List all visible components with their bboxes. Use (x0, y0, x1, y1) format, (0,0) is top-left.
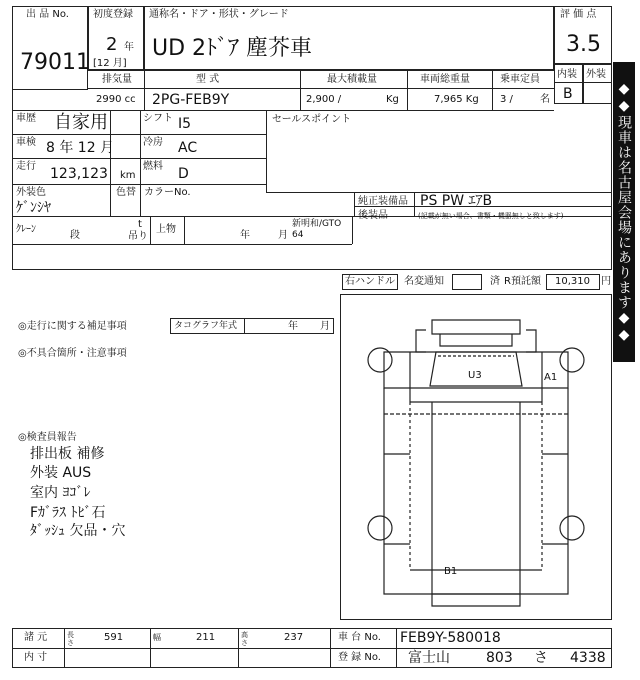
length-value: 591 (104, 632, 124, 643)
inspector-line-1: 排出板 補修 (30, 446, 105, 462)
fuel-value: D (178, 166, 189, 182)
width-label: 幅 (153, 633, 161, 642)
color-no-label: カラーNo. (144, 187, 191, 198)
inner-label: 内 寸 (24, 652, 48, 663)
plate-number: 4338 (570, 650, 606, 666)
inspection-value: 8 年 12 月 (46, 140, 115, 156)
tacho-month-label: 月 (320, 321, 330, 332)
inspector-line-5: ﾀﾞｯｼｭ 欠品・穴 (30, 523, 126, 539)
first-reg-month: [12 月] (93, 58, 127, 69)
capacity-unit: 名 (540, 94, 550, 105)
tachograph-label: タコグラフ年式 (174, 321, 238, 331)
lift-month-label: 月 (278, 230, 288, 241)
plate-kana: さ (534, 650, 548, 666)
ac-label: 冷房 (143, 137, 163, 148)
model-name: UD 2ﾄﾞｱ 塵芥車 (152, 36, 313, 61)
model-label: 通称名・ドア・形状・グレード (149, 9, 289, 20)
color-code-label: 色替 (116, 187, 136, 198)
spec-label: 諸 元 (24, 632, 48, 643)
interior-grade: B (563, 86, 573, 102)
aftermarket-label: 後装品 (358, 210, 388, 221)
defects-label: ◎不具合箇所・注意事項 (18, 348, 127, 359)
crane-steps-label: 段 (70, 230, 80, 241)
crane-hang-label: 吊り (128, 231, 148, 242)
inspector-line-2: 外装 AUS (30, 465, 92, 481)
yen-label: 円 (601, 276, 611, 287)
sales-point-label: セールスポイント (272, 114, 352, 125)
max-load-label: 最大積載量 (327, 74, 377, 85)
driving-notes-label: ◎走行に関する補足事項 (18, 321, 127, 332)
type-value: 2PG-FEB9Y (152, 92, 230, 108)
fuel-label: 燃料 (143, 161, 163, 172)
mileage-label: 走行 (16, 161, 36, 172)
plate-label: 登 録 No. (338, 652, 381, 663)
genuine-value: PS PW ｴｱB (420, 193, 493, 209)
recycle-amount: 10,310 (555, 276, 590, 287)
inspector-line-4: Fｶﾞﾗｽ ﾄﾋﾞ石 (30, 505, 106, 521)
width-value: 211 (196, 632, 216, 643)
genuine-label: 純正装備品 (358, 196, 408, 207)
chassis-label: 車 台 No. (338, 632, 381, 643)
title-change-box (452, 274, 482, 290)
plate-class: 803 (486, 650, 513, 666)
steering-value: 右ハンドル (345, 276, 395, 287)
lift-label: 上物 (156, 224, 176, 235)
lot-label: 出 品 No. (26, 9, 69, 20)
chassis-value: FEB9Y-580018 (400, 630, 501, 646)
inspector-label: ◎検査員報告 (18, 432, 77, 443)
score-label: 評 価 点 (560, 9, 597, 20)
displacement-value: 2990 cc (96, 94, 136, 105)
ext-color-value: ｹﾞﾝｼﾔ (16, 200, 51, 216)
height-label: 高さ (241, 631, 248, 647)
length-label: 長さ (67, 631, 74, 647)
crane-ton-label: t (138, 219, 142, 230)
ext-color-label: 外装色 (16, 187, 46, 198)
title-change-label: 名変通知 (404, 276, 444, 287)
mileage-unit: km (120, 170, 136, 181)
diagram-mark-b1: B1 (444, 566, 458, 577)
max-load-value: 2,900 / (306, 94, 342, 105)
location-notice: ◆◆現車は名古屋会場にあります◆◆ (613, 62, 635, 362)
history-value: 自家用 (54, 112, 108, 133)
ac-value: AC (178, 140, 198, 156)
max-load-unit: Kg (386, 94, 399, 105)
diagram-mark-u3: U3 (468, 370, 482, 381)
first-reg-year-unit: 年 (124, 42, 134, 53)
exterior-label: 外装 (586, 69, 606, 80)
shift-label: シフト (143, 113, 173, 124)
score-value: 3.5 (566, 32, 601, 57)
refund-label: 済 (490, 276, 500, 287)
type-label: 型 式 (196, 74, 220, 85)
mileage-value: 123,123 (50, 166, 108, 182)
truck-outline-diagram (340, 294, 612, 620)
lot-number: 79011 (20, 50, 90, 75)
gross-weight-label: 車両総重量 (420, 74, 470, 85)
first-reg-year: 2 (106, 34, 118, 55)
lift-maker: 新明和/GTO (292, 219, 342, 229)
crane-label: ｸﾚｰﾝ (16, 224, 36, 235)
diagram-mark-a1: A1 (544, 372, 558, 383)
first-reg-label: 初度登録 (93, 9, 133, 20)
interior-label: 内装 (557, 69, 577, 80)
inspector-line-3: 室内 ﾖｺﾞﾚ (30, 485, 91, 501)
lift-maker-year: 64 (292, 230, 304, 240)
gross-weight-value: 7,965 Kg (434, 94, 479, 105)
recycle-label: R預託額 (504, 276, 541, 287)
shift-value: I5 (178, 116, 192, 132)
tacho-year-label: 年 (288, 321, 298, 332)
displacement-label: 排気量 (102, 74, 132, 85)
inspection-label: 車検 (16, 137, 36, 148)
capacity-label: 乗車定員 (500, 74, 540, 85)
plate-region: 富士山 (408, 650, 450, 666)
lift-year-label: 年 (240, 230, 250, 241)
history-label: 車歴 (16, 113, 36, 124)
capacity-value: 3 / (500, 94, 513, 105)
height-value: 237 (284, 632, 304, 643)
aftermarket-note: (記載が無い場合、書類・機器無しと致します) (418, 212, 564, 220)
